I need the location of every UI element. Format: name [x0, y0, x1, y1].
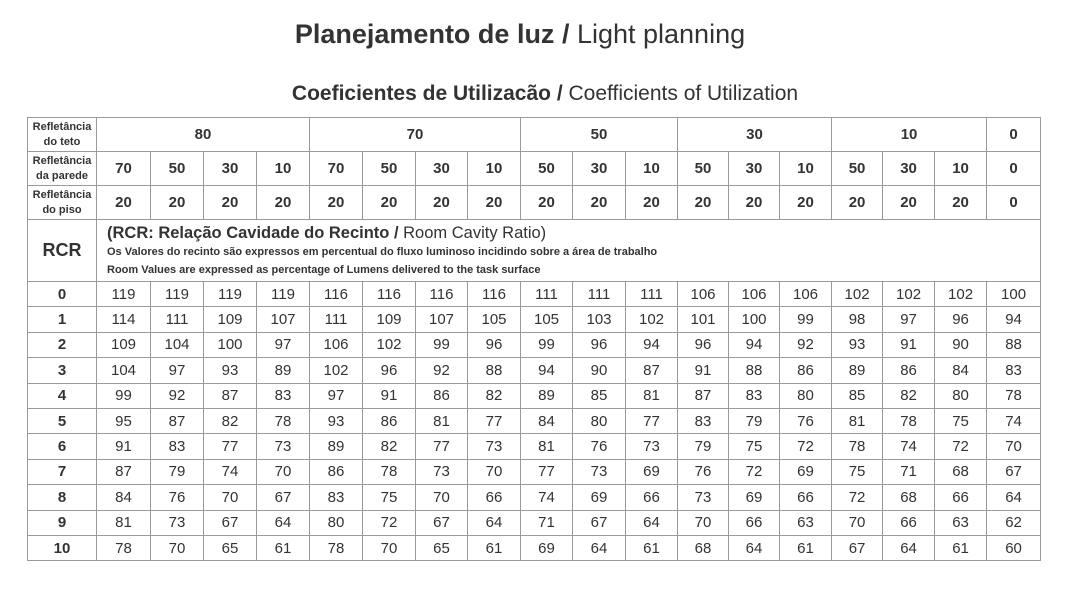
floor-reflectance-cell: 20: [151, 186, 204, 220]
table-cell: 67: [204, 510, 257, 535]
table-cell: 95: [97, 408, 151, 433]
table-cell: 93: [310, 408, 363, 433]
table-cell: 91: [678, 358, 729, 383]
table-cell: 101: [678, 307, 729, 332]
table-cell: 72: [832, 485, 883, 510]
table-cell: 78: [363, 459, 416, 484]
wall-reflectance-cell: 10: [935, 152, 987, 186]
table-cell: 89: [832, 358, 883, 383]
table-cell: 68: [883, 485, 935, 510]
rcr-value-cell: 5: [28, 408, 97, 433]
table-cell: 77: [626, 408, 678, 433]
label-line: Refletância: [32, 154, 92, 167]
table-cell: 88: [729, 358, 780, 383]
table-cell: 96: [363, 358, 416, 383]
table-cell: 68: [935, 459, 987, 484]
table-cell: 82: [363, 434, 416, 459]
table-cell: 80: [573, 408, 626, 433]
table-cell: 65: [204, 535, 257, 560]
table-cell: 71: [883, 459, 935, 484]
table-cell: 73: [257, 434, 310, 459]
table-cell: 102: [883, 282, 935, 307]
table-cell: 69: [780, 459, 832, 484]
table-cell: 96: [573, 332, 626, 357]
table-cell: 76: [780, 408, 832, 433]
wall-reflectance-cell: 30: [204, 152, 257, 186]
table-cell: 67: [257, 485, 310, 510]
table-cell: 102: [832, 282, 883, 307]
table-cell: 94: [729, 332, 780, 357]
table-cell: 81: [626, 383, 678, 408]
table-cell: 87: [678, 383, 729, 408]
label-line: do teto: [43, 135, 81, 148]
table-cell: 94: [987, 307, 1041, 332]
table-cell: 67: [416, 510, 468, 535]
ceiling-group-cell: 0: [987, 118, 1041, 152]
table-cell: 96: [468, 332, 521, 357]
ceiling-reflectance-label: [28, 118, 97, 152]
table-cell: 99: [97, 383, 151, 408]
table-row: [28, 459, 1041, 484]
table-cell: 69: [521, 535, 573, 560]
table-cell: 119: [151, 282, 204, 307]
table-cell: 81: [832, 408, 883, 433]
table-cell: 80: [310, 510, 363, 535]
table-cell: 87: [626, 358, 678, 383]
table-cell: 82: [883, 383, 935, 408]
page-title: [0, 16, 1040, 52]
table-cell: 105: [521, 307, 573, 332]
table-cell: 61: [626, 535, 678, 560]
ceiling-group-cell: 70: [310, 118, 521, 152]
table-cell: 87: [204, 383, 257, 408]
table-cell: 79: [729, 408, 780, 433]
section-title: [0, 79, 1070, 109]
table-cell: 61: [257, 535, 310, 560]
table-cell: 66: [780, 485, 832, 510]
table-cell: 73: [626, 434, 678, 459]
table-cell: 116: [363, 282, 416, 307]
table-cell: 86: [310, 459, 363, 484]
table-cell: 73: [678, 485, 729, 510]
table-cell: 107: [257, 307, 310, 332]
table-cell: 64: [468, 510, 521, 535]
table-cell: 105: [468, 307, 521, 332]
table-cell: 86: [363, 408, 416, 433]
table-body: [28, 118, 1041, 561]
table-cell: 72: [729, 459, 780, 484]
table-cell: 99: [780, 307, 832, 332]
table-cell: 61: [780, 535, 832, 560]
table-cell: 91: [883, 332, 935, 357]
table-cell: 86: [780, 358, 832, 383]
table-cell: 102: [935, 282, 987, 307]
wall-reflectance-row: [28, 152, 1041, 186]
floor-reflectance-cell: 20: [678, 186, 729, 220]
table-row: [28, 535, 1041, 560]
rcr-header-row: [28, 220, 1041, 282]
table-cell: 76: [678, 459, 729, 484]
table-cell: 79: [678, 434, 729, 459]
table-cell: 102: [363, 332, 416, 357]
table-cell: 60: [987, 535, 1041, 560]
rcr-title-en: Room Cavity Ratio): [403, 223, 547, 242]
table-cell: 78: [257, 408, 310, 433]
floor-reflectance-cell: 20: [780, 186, 832, 220]
table-cell: 74: [521, 485, 573, 510]
ceiling-group-cell: 10: [832, 118, 987, 152]
table-cell: 66: [626, 485, 678, 510]
rcr-value-cell: 0: [28, 282, 97, 307]
floor-reflectance-cell: 20: [468, 186, 521, 220]
table-cell: 78: [883, 408, 935, 433]
table-cell: 109: [363, 307, 416, 332]
table-cell: 109: [97, 332, 151, 357]
table-cell: 64: [729, 535, 780, 560]
table-cell: 68: [678, 535, 729, 560]
table-cell: 85: [832, 383, 883, 408]
table-cell: 96: [935, 307, 987, 332]
table-cell: 74: [987, 408, 1041, 433]
table-cell: 64: [573, 535, 626, 560]
table-row: [28, 307, 1041, 332]
table-cell: 109: [204, 307, 257, 332]
table-cell: 70: [678, 510, 729, 535]
table-cell: 114: [97, 307, 151, 332]
table-cell: 119: [204, 282, 257, 307]
table-cell: 93: [832, 332, 883, 357]
table-cell: 69: [626, 459, 678, 484]
ceiling-group-cell: 80: [97, 118, 310, 152]
table-cell: 75: [363, 485, 416, 510]
table-cell: 98: [832, 307, 883, 332]
table-cell: 78: [832, 434, 883, 459]
page-title-en: Light planning: [576, 19, 746, 49]
table-cell: 87: [97, 459, 151, 484]
table-row: [28, 282, 1041, 307]
table-cell: 69: [573, 485, 626, 510]
table-cell: 70: [416, 485, 468, 510]
wall-reflectance-cell: 70: [97, 152, 151, 186]
table-cell: 77: [416, 434, 468, 459]
table-cell: 89: [310, 434, 363, 459]
wall-reflectance-cell: 50: [151, 152, 204, 186]
table-cell: 97: [310, 383, 363, 408]
table-cell: 64: [987, 485, 1041, 510]
table-cell: 76: [151, 485, 204, 510]
wall-reflectance-cell: 10: [468, 152, 521, 186]
table-cell: 93: [204, 358, 257, 383]
table-row: [28, 383, 1041, 408]
table-cell: 83: [678, 408, 729, 433]
wall-reflectance-cell: 30: [416, 152, 468, 186]
table-cell: 84: [521, 408, 573, 433]
table-cell: 70: [468, 459, 521, 484]
table-cell: 83: [257, 383, 310, 408]
table-cell: 81: [97, 510, 151, 535]
table-cell: 88: [987, 332, 1041, 357]
table-cell: 72: [935, 434, 987, 459]
table-cell: 70: [363, 535, 416, 560]
rcr-note-en: Room Values are expressed as percentage of Lumens delivered to the task surface: [107, 263, 541, 276]
table-cell: 97: [257, 332, 310, 357]
table-cell: 66: [935, 485, 987, 510]
ceiling-reflectance-row: [28, 118, 1041, 152]
table-cell: 78: [987, 383, 1041, 408]
rcr-value-cell: 10: [28, 535, 97, 560]
table-cell: 106: [310, 332, 363, 357]
wall-reflectance-cell: 50: [363, 152, 416, 186]
table-cell: 116: [416, 282, 468, 307]
table-cell: 81: [416, 408, 468, 433]
rcr-value-cell: 3: [28, 358, 97, 383]
table-cell: 104: [151, 332, 204, 357]
table-cell: 83: [151, 434, 204, 459]
table-cell: 83: [310, 485, 363, 510]
floor-reflectance-cell: 20: [883, 186, 935, 220]
table-cell: 91: [363, 383, 416, 408]
table-cell: 67: [573, 510, 626, 535]
table-cell: 69: [729, 485, 780, 510]
table-cell: 89: [521, 383, 573, 408]
rcr-value-cell: 7: [28, 459, 97, 484]
floor-reflectance-cell: 20: [363, 186, 416, 220]
table-cell: 67: [832, 535, 883, 560]
table-cell: 111: [626, 282, 678, 307]
table-cell: 97: [151, 358, 204, 383]
table-cell: 84: [935, 358, 987, 383]
floor-reflectance-cell: 20: [832, 186, 883, 220]
table-row: [28, 510, 1041, 535]
table-cell: 72: [363, 510, 416, 535]
table-cell: 83: [729, 383, 780, 408]
table-cell: 78: [310, 535, 363, 560]
rcr-title-pt: (RCR: Relação Cavidade do Recinto /: [107, 223, 404, 242]
table-cell: 97: [883, 307, 935, 332]
table-cell: 84: [97, 485, 151, 510]
table-cell: 80: [935, 383, 987, 408]
floor-reflectance-cell: 20: [310, 186, 363, 220]
table-cell: 63: [780, 510, 832, 535]
section-title-en: Coefficients of Utilization: [568, 82, 799, 105]
table-cell: 61: [468, 535, 521, 560]
wall-reflectance-cell: 50: [832, 152, 883, 186]
table-cell: 77: [468, 408, 521, 433]
table-cell: 103: [573, 307, 626, 332]
table-cell: 73: [573, 459, 626, 484]
floor-reflectance-cell: 20: [573, 186, 626, 220]
table-cell: 102: [310, 358, 363, 383]
table-cell: 62: [987, 510, 1041, 535]
table-cell: 75: [935, 408, 987, 433]
wall-reflectance-cell: 0: [987, 152, 1041, 186]
table-cell: 86: [883, 358, 935, 383]
table-cell: 73: [151, 510, 204, 535]
table-row: [28, 485, 1041, 510]
table-cell: 73: [468, 434, 521, 459]
table-cell: 81: [521, 434, 573, 459]
table-row: [28, 434, 1041, 459]
floor-reflectance-cell: 20: [935, 186, 987, 220]
table-cell: 111: [573, 282, 626, 307]
table-cell: 104: [97, 358, 151, 383]
table-cell: 83: [987, 358, 1041, 383]
rcr-value-cell: 8: [28, 485, 97, 510]
floor-reflectance-cell: 0: [987, 186, 1041, 220]
table-cell: 96: [678, 332, 729, 357]
table-cell: 64: [883, 535, 935, 560]
table-cell: 74: [883, 434, 935, 459]
table-cell: 64: [257, 510, 310, 535]
floor-reflectance-cell: 20: [257, 186, 310, 220]
table-cell: 106: [729, 282, 780, 307]
table-cell: 100: [987, 282, 1041, 307]
ceiling-group-cell: 30: [678, 118, 832, 152]
label-line: da parede: [36, 169, 88, 182]
table-row: [28, 408, 1041, 433]
table-cell: 99: [416, 332, 468, 357]
wall-reflectance-cell: 30: [573, 152, 626, 186]
floor-reflectance-cell: 20: [416, 186, 468, 220]
table-cell: 82: [468, 383, 521, 408]
table-cell: 80: [780, 383, 832, 408]
coefficients-table: [27, 117, 1041, 561]
rcr-title: [107, 223, 1040, 243]
table-cell: 116: [468, 282, 521, 307]
wall-reflectance-cell: 10: [257, 152, 310, 186]
table-cell: 78: [97, 535, 151, 560]
table-cell: 90: [573, 358, 626, 383]
table-cell: 119: [257, 282, 310, 307]
ceiling-group-cell: 50: [521, 118, 678, 152]
rcr-description: [97, 220, 1041, 282]
table-cell: 66: [883, 510, 935, 535]
wall-reflectance-cell: 10: [780, 152, 832, 186]
table-cell: 92: [780, 332, 832, 357]
table-cell: 88: [468, 358, 521, 383]
floor-reflectance-cell: 20: [97, 186, 151, 220]
floor-reflectance-cell: 20: [204, 186, 257, 220]
wall-reflectance-cell: 10: [626, 152, 678, 186]
table-cell: 100: [729, 307, 780, 332]
table-cell: 64: [626, 510, 678, 535]
wall-reflectance-cell: 50: [678, 152, 729, 186]
rcr-label: RCR: [28, 220, 97, 282]
rcr-value-cell: 2: [28, 332, 97, 357]
table-cell: 75: [729, 434, 780, 459]
section-title-separator: /: [551, 82, 569, 105]
table-cell: 70: [151, 535, 204, 560]
rcr-value-cell: 1: [28, 307, 97, 332]
section-title-pt: Coeficientes de Utilizacão: [291, 82, 551, 105]
rcr-value-cell: 9: [28, 510, 97, 535]
table-cell: 94: [521, 358, 573, 383]
table-cell: 82: [204, 408, 257, 433]
wall-reflectance-cell: 50: [521, 152, 573, 186]
page-title-pt: Planejamento de luz: [294, 19, 555, 49]
floor-reflectance-cell: 20: [626, 186, 678, 220]
wall-reflectance-label: [28, 152, 97, 186]
table-cell: 66: [729, 510, 780, 535]
table-cell: 111: [521, 282, 573, 307]
label-line: do piso: [42, 203, 82, 216]
table-cell: 61: [935, 535, 987, 560]
table-row: [28, 332, 1041, 357]
page-title-separator: /: [554, 19, 577, 49]
rcr-note-pt: Os Valores do recinto são expressos em percentual do fluxo luminoso incidindo sobre a área de trabalho: [107, 245, 658, 258]
floor-reflectance-row: [28, 186, 1041, 220]
table-cell: 107: [416, 307, 468, 332]
table-cell: 70: [832, 510, 883, 535]
table-cell: 94: [626, 332, 678, 357]
table-cell: 100: [204, 332, 257, 357]
table-cell: 89: [257, 358, 310, 383]
table-cell: 77: [204, 434, 257, 459]
table-cell: 72: [780, 434, 832, 459]
table-cell: 66: [468, 485, 521, 510]
table-cell: 65: [416, 535, 468, 560]
table-cell: 85: [573, 383, 626, 408]
table-cell: 71: [521, 510, 573, 535]
table-cell: 90: [935, 332, 987, 357]
rcr-value-cell: 4: [28, 383, 97, 408]
table-cell: 99: [521, 332, 573, 357]
table-cell: 75: [832, 459, 883, 484]
label-line: Refletância: [32, 120, 92, 133]
table-cell: 79: [151, 459, 204, 484]
table-cell: 92: [151, 383, 204, 408]
table-cell: 87: [151, 408, 204, 433]
table-cell: 77: [521, 459, 573, 484]
label-line: Refletância: [32, 188, 92, 201]
table-cell: 111: [310, 307, 363, 332]
table-cell: 116: [310, 282, 363, 307]
table-cell: 106: [780, 282, 832, 307]
floor-reflectance-cell: 20: [521, 186, 573, 220]
table-cell: 73: [416, 459, 468, 484]
wall-reflectance-cell: 70: [310, 152, 363, 186]
table-row: [28, 358, 1041, 383]
table-cell: 92: [416, 358, 468, 383]
table-cell: 119: [97, 282, 151, 307]
table-cell: 102: [626, 307, 678, 332]
table-cell: 76: [573, 434, 626, 459]
wall-reflectance-cell: 30: [729, 152, 780, 186]
table-cell: 91: [97, 434, 151, 459]
table-cell: 67: [987, 459, 1041, 484]
table-cell: 70: [257, 459, 310, 484]
table-cell: 70: [987, 434, 1041, 459]
wall-reflectance-cell: 30: [883, 152, 935, 186]
table-cell: 63: [935, 510, 987, 535]
floor-reflectance-label: [28, 186, 97, 220]
table-cell: 70: [204, 485, 257, 510]
floor-reflectance-cell: 20: [729, 186, 780, 220]
rcr-value-cell: 6: [28, 434, 97, 459]
table-cell: 106: [678, 282, 729, 307]
table-cell: 111: [151, 307, 204, 332]
table-cell: 86: [416, 383, 468, 408]
table-cell: 74: [204, 459, 257, 484]
